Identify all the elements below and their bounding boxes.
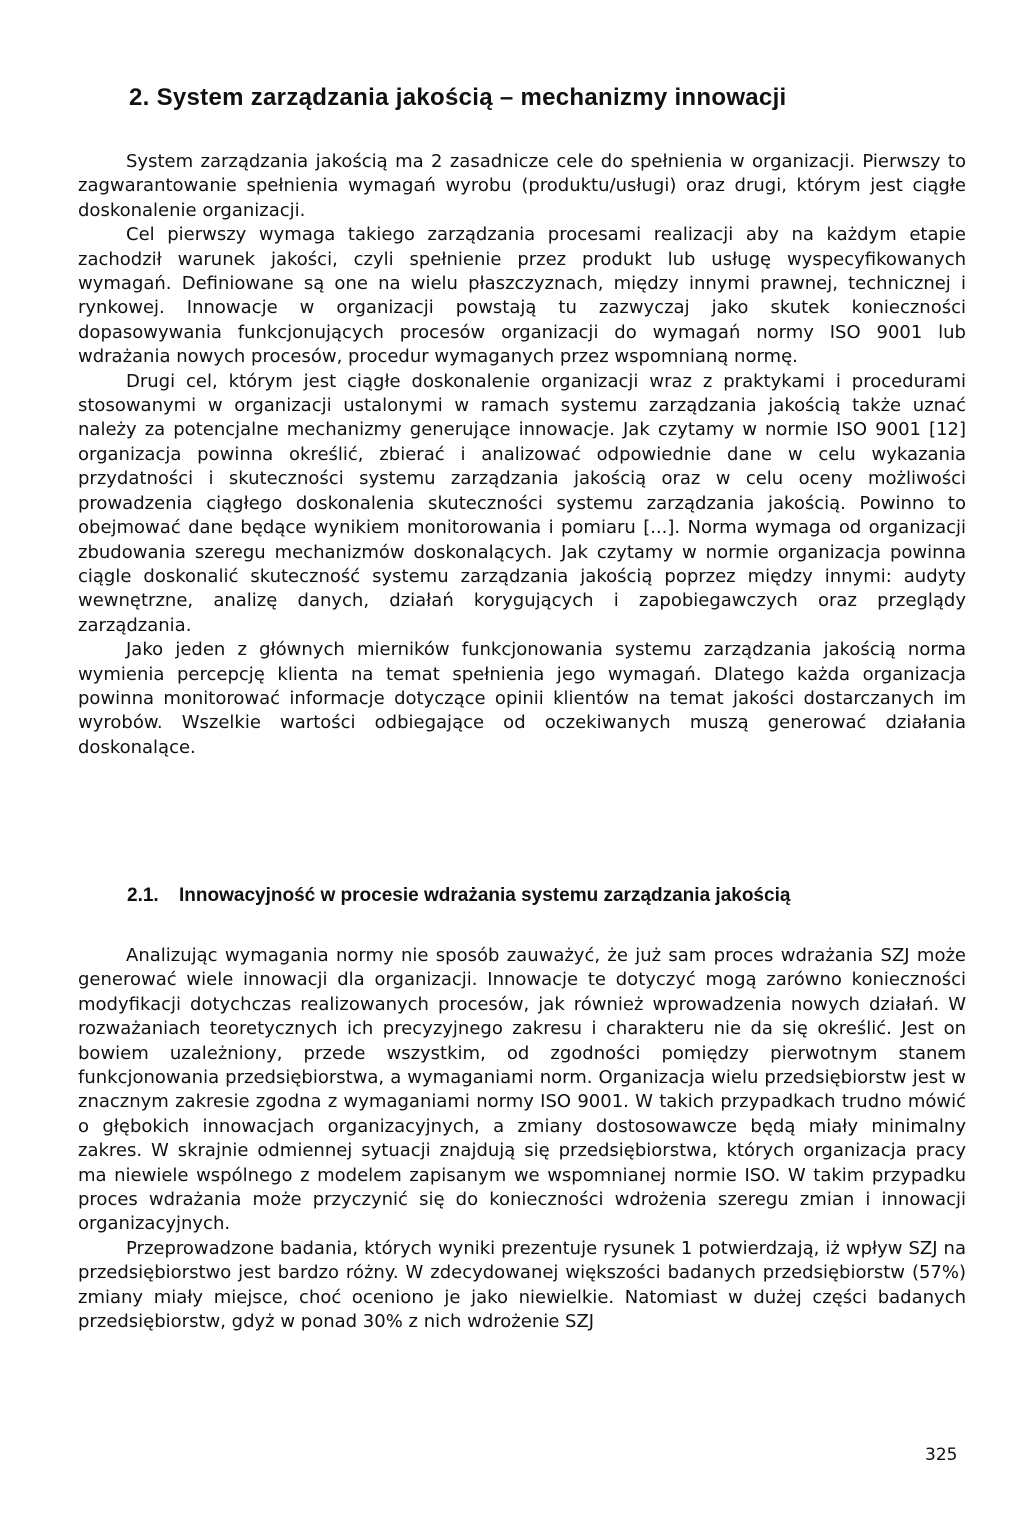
paragraph: Cel pierwszy wymaga takiego zarządzania procesami realizacji aby na każdym etapie zachodził warunek jakości, czyli spełnienie przez produkt lub usługę wyspecyfikowanych wymagań. Definiowane są one na wielu płaszczyznach, między innymi prawnej, technicznej i rynkowej. Innowacje w organizacji powstają tu zazwyczaj jako skutek konieczności dopasowywania funkcjonujących procesów organizacji do wymagań normy ISO 9001 lub wdrażania nowych procesów, procedur wymaganych przez wspomnianą normę. xyxy=(78,224,966,368)
paragraph: Analizując wymagania normy nie sposób zauważyć, że już sam proces wdrażania SZJ może generować wiele innowacji dla organizacji. Innowacje te dotyczyć mogą zarówno konieczności modyfikacji dotychczas realizowanych procesów, jak również wprowadzenia nowych działań. W rozważaniach teoretycznych ich precyzyjnego zakresu i charakteru nie da się określić. Jest on bowiem uzależniony, przede wszystkim, od zgodności pomiędzy pierwotnym stanem funkcjonowania przedsiębiorstwa, a wymaganiami norm. Organizacja wielu przedsiębiorstw jest w znacznym zakresie zgodna z wymaganiami normy ISO 9001. W takich przypadkach trudno mówić o głębokich innowacjach organizacyjnych, a zmiany dostosowawcze będą miały minimalny zakres. W skrajnie odmiennej sytuacji znajdują się przedsiębiorstwa, których organizacja pracy ma niewiele wspólnego z modelem zapisanym we wspomnianej normie ISO. W takim przypadku proces wdrażania może przyczynić się do konieczności wdrożenia szeregu zmian i innowacji organizacyjnych. xyxy=(78,945,966,1235)
paragraph: System zarządzania jakością ma 2 zasadnicze cele do spełnienia w organizacji. Pierwszy to zagwarantowanie spełnienia wymagań wyrobu (produktu/usługi) oraz drugi, którym jest ciągłe doskonalenie organizacji. xyxy=(78,151,966,221)
section-2-body xyxy=(78,944,966,1335)
subsection-number: 2.1. xyxy=(127,885,159,906)
paragraph: Przeprowadzone badania, których wyniki prezentuje rysunek 1 potwierdzają, iż wpływ SZJ na przedsiębiorstwo jest bardzo różny. W zdecydowanej większości badanych przedsiębiorstw (57%) zmiany miały miejsce, choć oceniono je jako niewielkie. Natomiast w dużej części badanych przedsiębiorstw, gdyż w ponad 30% z nich wdrożenie SZJ xyxy=(78,1237,966,1333)
section-1-body xyxy=(78,150,966,760)
subsection-heading xyxy=(127,885,790,907)
subsection-title: Innowacyjność w procesie wdrażania systemu zarządzania jakością xyxy=(179,885,791,906)
paragraph: Drugi cel, którym jest ciągłe doskonalenie organizacji wraz z praktykami i procedurami stosowanymi w organizacji ustalonymi w ramach systemu zarządzania jakością także uznać należy za potencjalne mechanizmy generujące innowacje. Jak czytamy w normie ISO 9001 [12] organizacja powinna określić, zbierać i analizować odpowiednie dane w celu wykazania przydatności i skuteczności systemu zarządzania jakością oraz w celu oceny możliwości prowadzenia ciągłego doskonalenia skuteczności systemu zarządzania jakością. Powinno to obejmować dane będące wynikiem monitorowania i pomiaru [...]. Norma wymaga od organizacji zbudowania szeregu mechanizmów doskonalących. Jak czytamy w normie organizacja powinna ciągle doskonalić skuteczność systemu zarządzania jakością poprzez między innymi: audyty wewnętrzne, analizę danych, działań korygujących i zapobiegawczych oraz przeglądy zarządzania. xyxy=(78,370,966,636)
section-heading: 2. System zarządzania jakością – mechanizmy innowacji xyxy=(129,84,787,111)
paragraph: Jako jeden z głównych mierników funkcjonowania systemu zarządzania jakością norma wymienia percepcję klienta na temat spełnienia jego wymagań. Dlatego każda organizacja powinna monitorować informacje dotyczące opinii klientów na temat jakości dostarczanych im wyrobów. Wszelkie wartości odbiegające od oczekiwanych muszą generować działania doskonalące. xyxy=(78,639,966,758)
page-number: 325 xyxy=(925,1445,958,1465)
